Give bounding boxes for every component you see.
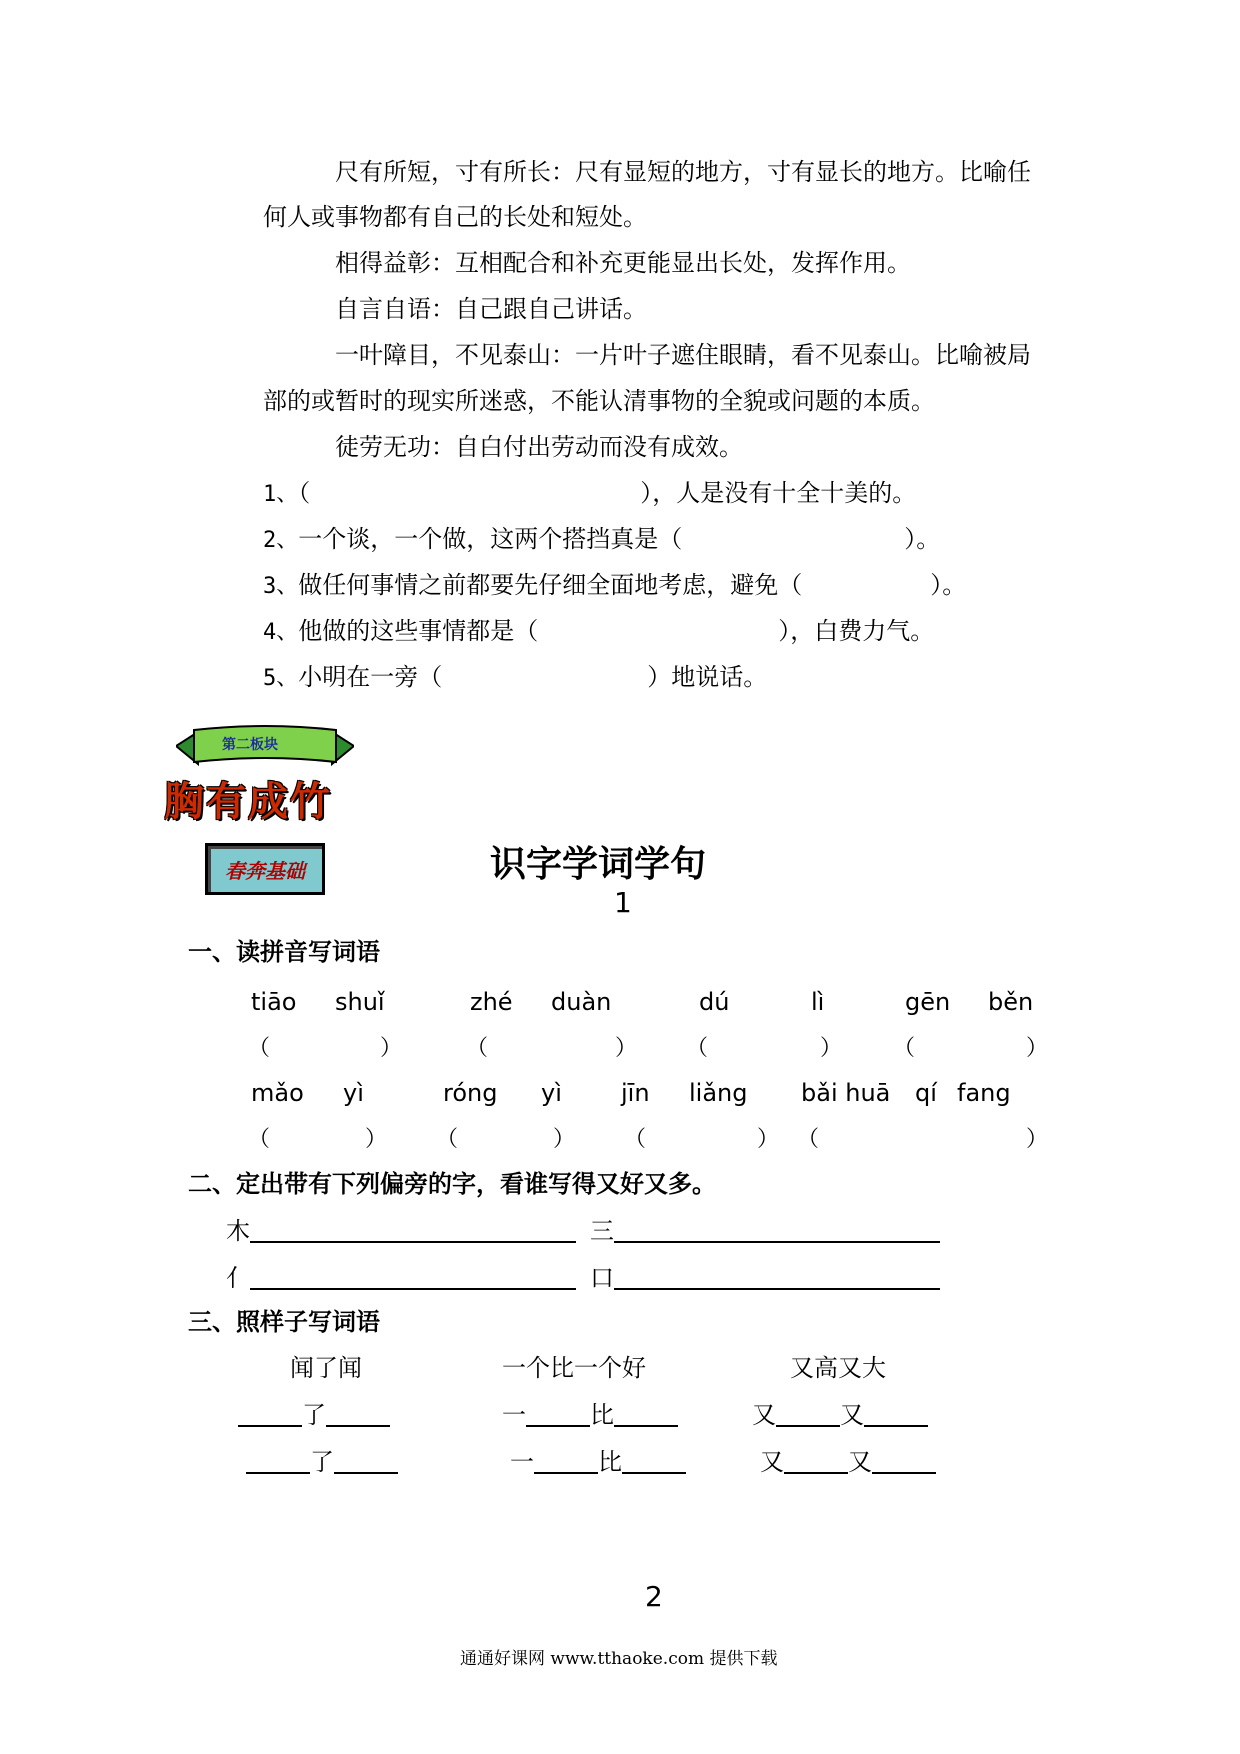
pattern-yibi-1 — [502, 1403, 678, 1427]
radical-row-2 — [226, 1266, 576, 1290]
write-line[interactable] — [250, 1266, 576, 1290]
example-2: 一个比一个好 — [502, 1354, 646, 1382]
write-line[interactable] — [238, 1403, 302, 1427]
paren-close: ） — [553, 1127, 576, 1152]
pinyin: shuǐ — [335, 988, 385, 1016]
pattern-char: 又 — [752, 1401, 776, 1429]
write-line[interactable] — [246, 1450, 310, 1474]
pinyin: běn — [988, 988, 1034, 1016]
sentence-after: ），人是没有十全十美的。 — [640, 479, 917, 507]
fill-sentence-5 — [263, 665, 767, 690]
q1-title: 一、读拼音写词语 — [188, 937, 380, 966]
radical-row-1 — [226, 1219, 576, 1243]
box-label-text: 春奔基础 — [225, 858, 305, 883]
def-4-line1: 一叶障目，不见泰山：一片叶子遮住眼睛，看不见泰山。比喻被局 — [335, 341, 1031, 369]
section-title: 识字学词学句 — [490, 844, 707, 885]
sentence-after: ）。 — [930, 571, 967, 599]
paren-open: （ — [466, 1036, 489, 1061]
ribbon-text: 第二板块 — [222, 737, 278, 753]
pinyin: róng — [443, 1079, 498, 1107]
def-1-line1: 尺有所短，寸有所长：尺有显短的地方，寸有显长的地方。比喻任 — [335, 158, 1031, 186]
item-number: 5、 — [263, 666, 299, 691]
section-number: 1 — [614, 886, 632, 919]
sentence-before: 他做的这些事情都是（ — [298, 617, 539, 645]
def-4-line2: 部的或暂时的现实所迷惑，不能认清事物的全貌或问题的本质。 — [263, 387, 935, 415]
pattern-you-2 — [760, 1450, 936, 1474]
fill-sentence-1 — [263, 481, 916, 506]
pattern-yibi-2 — [510, 1450, 686, 1474]
write-line[interactable] — [872, 1450, 936, 1474]
pinyin: lì — [811, 988, 825, 1016]
section-box-label — [205, 843, 325, 895]
pinyin: yì — [343, 1079, 364, 1107]
pinyin: yì — [541, 1079, 562, 1107]
pattern-le-2 — [246, 1450, 398, 1474]
pinyin: zhé — [470, 988, 513, 1016]
pinyin: gēn — [905, 988, 951, 1016]
write-line[interactable] — [614, 1403, 678, 1427]
sentence-before: （ — [298, 479, 311, 507]
write-line[interactable] — [622, 1450, 686, 1474]
write-line[interactable] — [326, 1403, 390, 1427]
pinyin: tiāo — [251, 988, 297, 1016]
item-number: 4、 — [263, 620, 299, 645]
q2-title: 二、定出带有下列偏旁的字，看谁写得又好又多。 — [188, 1169, 716, 1198]
pattern-you-1 — [752, 1403, 928, 1427]
paren-close: ） — [380, 1036, 403, 1061]
pinyin: liǎng — [689, 1079, 748, 1107]
def-5: 徒劳无功：自白付出劳动而没有成效。 — [335, 433, 743, 461]
banner-title: 胸有成竹 — [164, 778, 332, 825]
example-1: 闻了闻 — [290, 1354, 362, 1382]
pinyin: bǎi huā — [801, 1079, 891, 1107]
pinyin: fang — [957, 1079, 1011, 1107]
pattern-char: 一 — [502, 1401, 526, 1429]
fill-sentence-2 — [263, 527, 940, 552]
write-line[interactable] — [784, 1450, 848, 1474]
page-number: 2 — [645, 1580, 663, 1613]
paren-close: ） — [757, 1127, 780, 1152]
paren-open: （ — [797, 1127, 820, 1152]
write-line[interactable] — [614, 1219, 940, 1243]
paren-close: ） — [615, 1036, 638, 1061]
def-3: 自言自语：自己跟自己讲话。 — [335, 295, 647, 323]
paren-open: （ — [248, 1127, 271, 1152]
sentence-after: ）地说话。 — [647, 663, 768, 691]
def-2: 相得益彰：互相配合和补充更能显出长处，发挥作用。 — [335, 249, 911, 277]
paren-open: （ — [893, 1036, 916, 1061]
sentence-after: ），白费力气。 — [778, 617, 935, 645]
write-line[interactable] — [526, 1403, 590, 1427]
write-line[interactable] — [250, 1219, 576, 1243]
sentence-after: ）。 — [904, 525, 941, 553]
radical: 三 — [590, 1217, 614, 1245]
radical: 亻 — [226, 1264, 250, 1292]
paren-open: （ — [248, 1036, 271, 1061]
pattern-char: 了 — [302, 1401, 326, 1429]
paren-open: （ — [436, 1127, 459, 1152]
pattern-char: 比 — [590, 1401, 614, 1429]
radical-row-2b — [590, 1266, 940, 1290]
def-1-line2: 何人或事物都有自己的长处和短处。 — [263, 203, 647, 231]
write-line[interactable] — [534, 1450, 598, 1474]
radical: 口 — [590, 1264, 614, 1292]
pinyin: dú — [699, 988, 730, 1016]
pattern-char: 比 — [598, 1448, 622, 1476]
example-3: 又高又大 — [790, 1354, 886, 1382]
write-line[interactable] — [864, 1403, 928, 1427]
paren-close: ） — [1026, 1036, 1049, 1061]
footer-source: 通通好课网 www.tthaoke.com 提供下载 — [460, 1649, 778, 1669]
q3-title: 三、照样子写词语 — [188, 1307, 380, 1336]
paren-open: （ — [686, 1036, 709, 1061]
pinyin: jīn — [621, 1079, 650, 1107]
pattern-char: 又 — [848, 1448, 872, 1476]
paren-close: ） — [1026, 1127, 1049, 1152]
write-line[interactable] — [776, 1403, 840, 1427]
item-number: 1、 — [263, 482, 299, 507]
paren-open: （ — [624, 1127, 647, 1152]
fill-sentence-3 — [263, 573, 966, 598]
paren-close: ） — [820, 1036, 843, 1061]
fill-sentence-4 — [263, 619, 934, 644]
pinyin: mǎo — [251, 1079, 304, 1107]
pattern-char: 又 — [760, 1448, 784, 1476]
pattern-char: 一 — [510, 1448, 534, 1476]
sentence-before: 小明在一旁（ — [298, 663, 443, 691]
sentence-before: 做任何事情之前都要先仔细全面地考虑，避免（ — [298, 571, 803, 599]
item-number: 3、 — [263, 574, 299, 599]
pattern-char: 又 — [840, 1401, 864, 1429]
paren-close: ） — [365, 1127, 388, 1152]
pattern-le-1 — [238, 1403, 390, 1427]
pattern-char: 了 — [310, 1448, 334, 1476]
item-number: 2、 — [263, 528, 299, 553]
write-line[interactable] — [334, 1450, 398, 1474]
radical-row-1b — [590, 1219, 940, 1243]
write-line[interactable] — [614, 1266, 940, 1290]
radical: 木 — [226, 1217, 250, 1245]
sentence-before: 一个谈，一个做，这两个搭挡真是（ — [298, 525, 683, 553]
pinyin: duàn — [551, 988, 612, 1016]
pinyin: qí — [915, 1079, 937, 1107]
